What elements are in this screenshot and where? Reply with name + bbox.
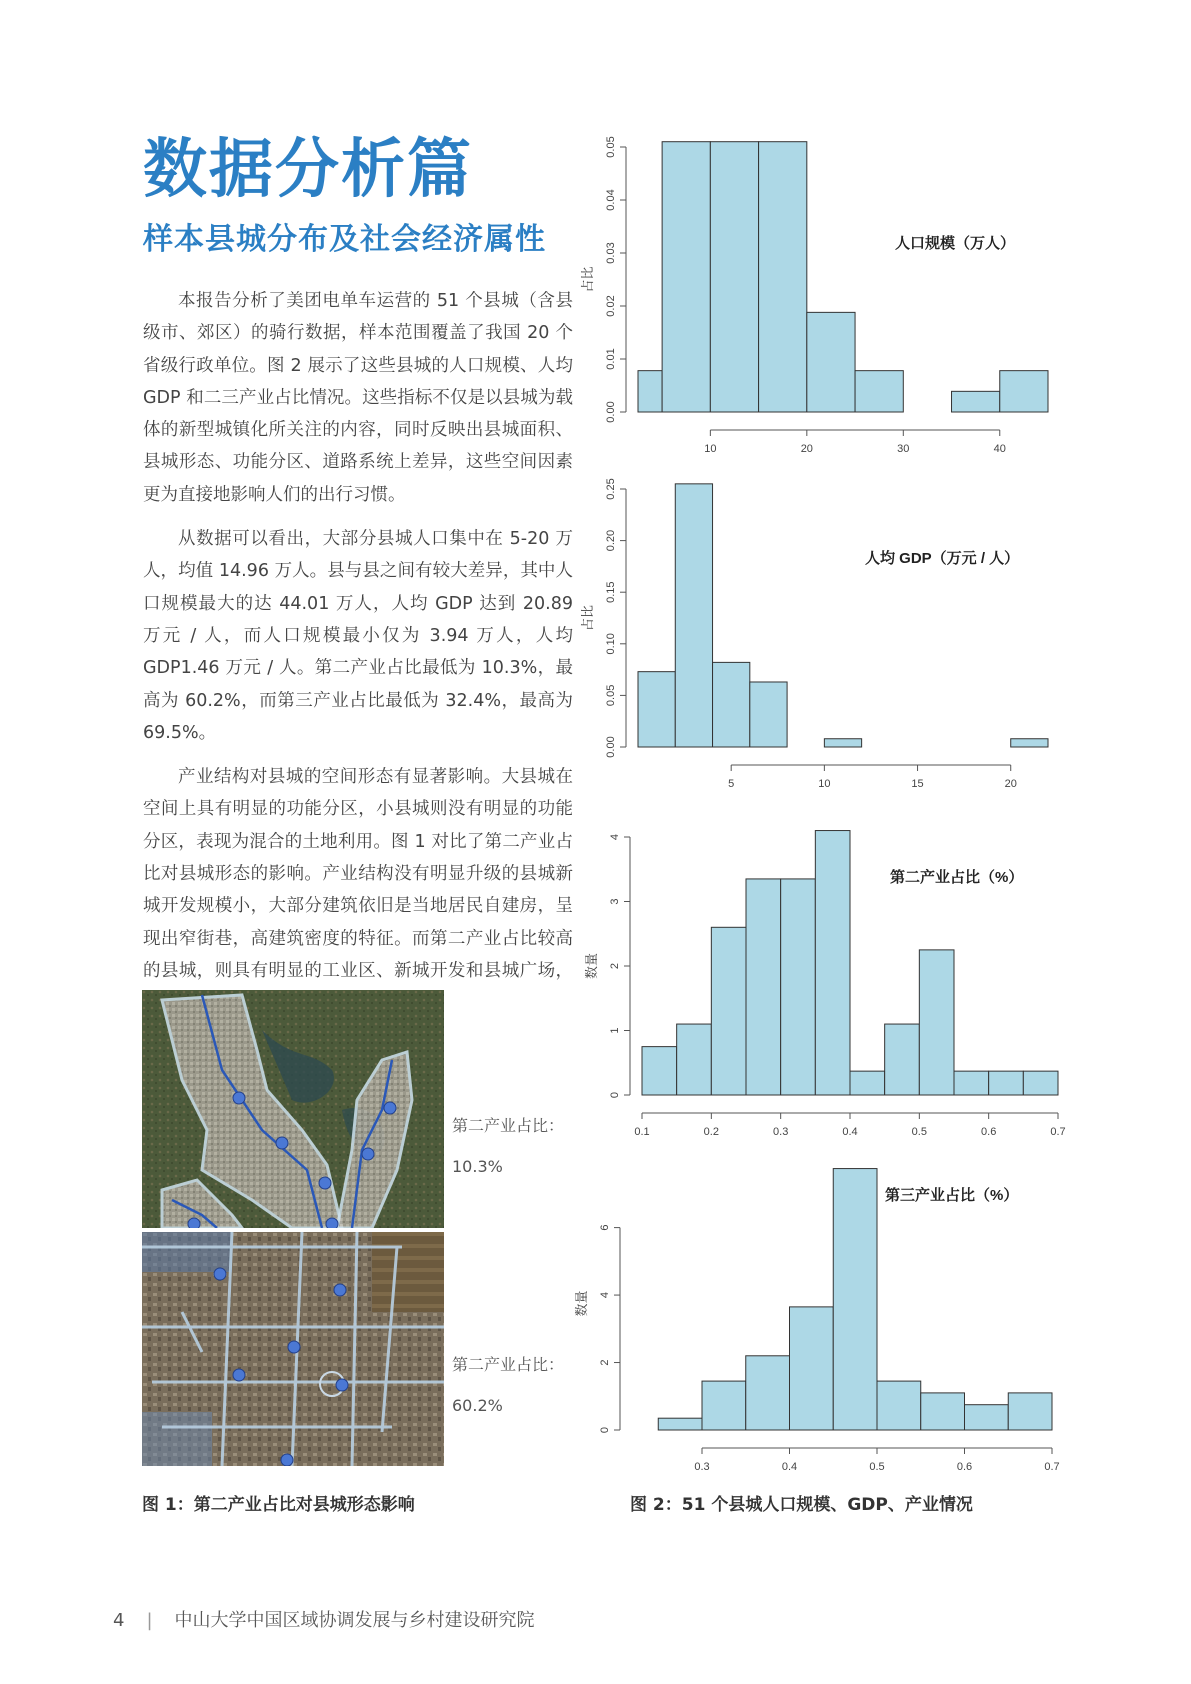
chart-title: 人口规模（万人） [895,235,1016,252]
histogram-bar [989,1071,1024,1095]
histogram-bar [781,879,816,1095]
footer-institution: 中山大学中国区域协调发展与乡村建设研究院 [174,1610,535,1631]
histogram-bar [746,1356,790,1430]
y-tick-label: 0.03 [605,242,617,264]
x-tick-label: 0.4 [781,1461,798,1473]
histogram-bar [1008,1393,1052,1430]
histogram-bar [658,1418,702,1430]
histogram-secondary-industry [584,825,1066,1170]
page-footer [113,1606,535,1632]
y-tick-label: 2 [609,962,621,970]
x-tick-label: 15 [911,778,924,790]
y-tick-label: 2 [599,1359,611,1366]
y-tick-label: 1 [609,1027,621,1034]
y-axis-label: 占比 [580,266,595,293]
y-tick-label: 0.05 [605,684,617,707]
y-tick-label: 4 [609,833,621,841]
histogram-bar [921,1393,965,1430]
histogram-bar [638,371,662,412]
y-tick-label: 0 [599,1426,611,1434]
y-axis-label: 占比 [580,604,595,632]
histogram-bar [954,1071,989,1095]
page-number: 4 [113,1610,125,1631]
y-tick-label: 0.05 [605,136,617,158]
y-tick-label: 0.01 [605,348,617,370]
y-axis-label: 数量 [574,1290,589,1317]
histogram-bar [790,1307,834,1430]
histogram-bar [642,1047,677,1095]
image2-value: 60.2% [452,1396,503,1415]
satellite-image-low-industry [142,990,444,1228]
x-tick-label: 0.2 [703,1126,719,1138]
y-tick-label: 0.00 [605,736,617,758]
x-tick-label: 0.7 [1050,1126,1066,1138]
histogram-bar [750,682,787,747]
y-tick-label: 3 [609,898,621,905]
histogram-bar [662,142,710,412]
x-tick-label: 0.6 [956,1461,973,1473]
x-tick-label: 0.6 [981,1126,997,1138]
histogram-bar [675,484,712,747]
page-subtitle: 样本县城分布及社会经济属性 [143,222,546,257]
x-tick-label: 20 [800,443,813,455]
y-tick-label: 6 [599,1224,611,1231]
x-tick-label: 0.3 [694,1461,710,1473]
y-tick-label: 0.04 [605,189,617,211]
histogram-bar [855,371,903,412]
histogram-bar [759,142,807,412]
histogram-bar [711,927,746,1095]
histogram-bar [850,1071,885,1095]
histogram-gdp-per-capita [580,477,1060,822]
x-tick-label: 0.4 [842,1126,858,1138]
chart-title: 第二产业占比（%） [890,869,1024,886]
histogram-bar [746,879,781,1095]
image1-label: 第二产业占比： [452,1116,565,1135]
x-tick-label: 5 [728,778,735,790]
figure1-caption: 图 1：第二产业占比对县城形态影响 [142,1495,415,1515]
histogram-bar [807,312,855,412]
histogram-bar [952,391,1000,412]
x-tick-label: 0.1 [634,1126,650,1138]
histogram-bar [713,662,750,747]
chart-title: 第三产业占比（%） [885,1187,1019,1204]
paragraph-1: 本报告分析了美团电单车运营的 51 个县城（含县级市、郊区）的骑行数据，样本范围覆盖了我国 20 个省级行政单位。图 2 展示了这些县城的人口规模、人均 GDP 和二三产业占比情况。这些指标不仅是以县城为载体的新型城镇化所关注的内容，同时反映出县城面积、县城形态、功能分区、道路系统上差异，这些空间因素更为直接地影响人们的出行习惯。 [143,291,573,505]
histogram-bar [877,1381,921,1430]
body-text [143,285,573,1032]
histogram-bar [885,1024,920,1095]
x-tick-label: 20 [1004,778,1017,790]
x-tick-label: 30 [897,443,910,455]
footer-separator: | [146,1610,153,1631]
y-tick-label: 0.00 [605,401,617,423]
histogram-bar [824,739,861,747]
y-tick-label: 0.15 [605,581,617,603]
histogram-tertiary-industry [574,1165,1060,1505]
x-tick-label: 10 [818,778,831,790]
x-tick-label: 0.3 [773,1126,789,1138]
x-tick-label: 0.5 [911,1126,927,1138]
histogram-bar [638,672,675,747]
y-tick-label: 0.20 [605,529,617,552]
histogram-bar [710,142,758,412]
y-axis-label: 数量 [584,952,599,980]
x-tick-label: 10 [704,443,717,455]
paragraph-2: 从数据可以看出，大部分县城人口集中在 5-20 万人，均值 14.96 万人。县与县之间有较大差异，其中人口规模最大的达 44.01 万人，人均 GDP 达到 20.89 万元 / 人，而人口规模最小仅为 3.94 万人，人均 GDP1.46 万元 / 人。第二产业占比最低为 10.3%，最高为 60.2%，而第三产业占比最低为 32.4%，最高为 69.5%。 [143,529,573,743]
image1-value: 10.3% [452,1157,503,1176]
image2-label: 第二产业占比： [452,1355,565,1374]
histogram-bar [1011,739,1048,747]
y-tick-label: 0.25 [605,478,617,500]
y-tick-label: 0.02 [605,295,617,317]
histogram-bar [833,1169,877,1430]
histogram-bar [1000,371,1048,412]
y-tick-label: 4 [599,1292,611,1299]
histogram-bar [965,1405,1009,1430]
figure2-caption: 图 2：51 个县城人口规模、GDP、产业情况 [630,1495,973,1515]
x-tick-label: 0.7 [1044,1461,1060,1473]
histogram-bar [677,1024,712,1095]
histogram-bar [919,950,954,1095]
histogram-population [580,135,1060,470]
y-tick-label: 0 [609,1091,621,1099]
x-tick-label: 40 [993,443,1006,455]
histogram-bar [815,831,850,1095]
y-tick-label: 0.10 [605,633,617,655]
histogram-bar [702,1381,746,1430]
satellite-image-high-industry [142,1232,444,1466]
paragraph-3: 产业结构对县城的空间形态有显著影响。大县城在空间上具有明显的功能分区，小县城则没有明显的功能分区，表现为混合的土地利用。图 1 对比了第二产业占比对县城形态的影响。产业结构没有明显升级的县城新城开发规模小，大部分建筑依旧是当地居民自建房，呈现出窄街巷，高建筑密度的特征。而第二产业占比较高的县城，则具有明显的工业区、新城开发和县城广场， [143,767,573,981]
x-tick-label: 0.5 [869,1461,885,1473]
chart-title: 人均 GDP（万元 / 人） [865,550,1020,567]
page-title: 数据分析篇 [143,133,473,207]
histogram-bar [1023,1071,1058,1095]
